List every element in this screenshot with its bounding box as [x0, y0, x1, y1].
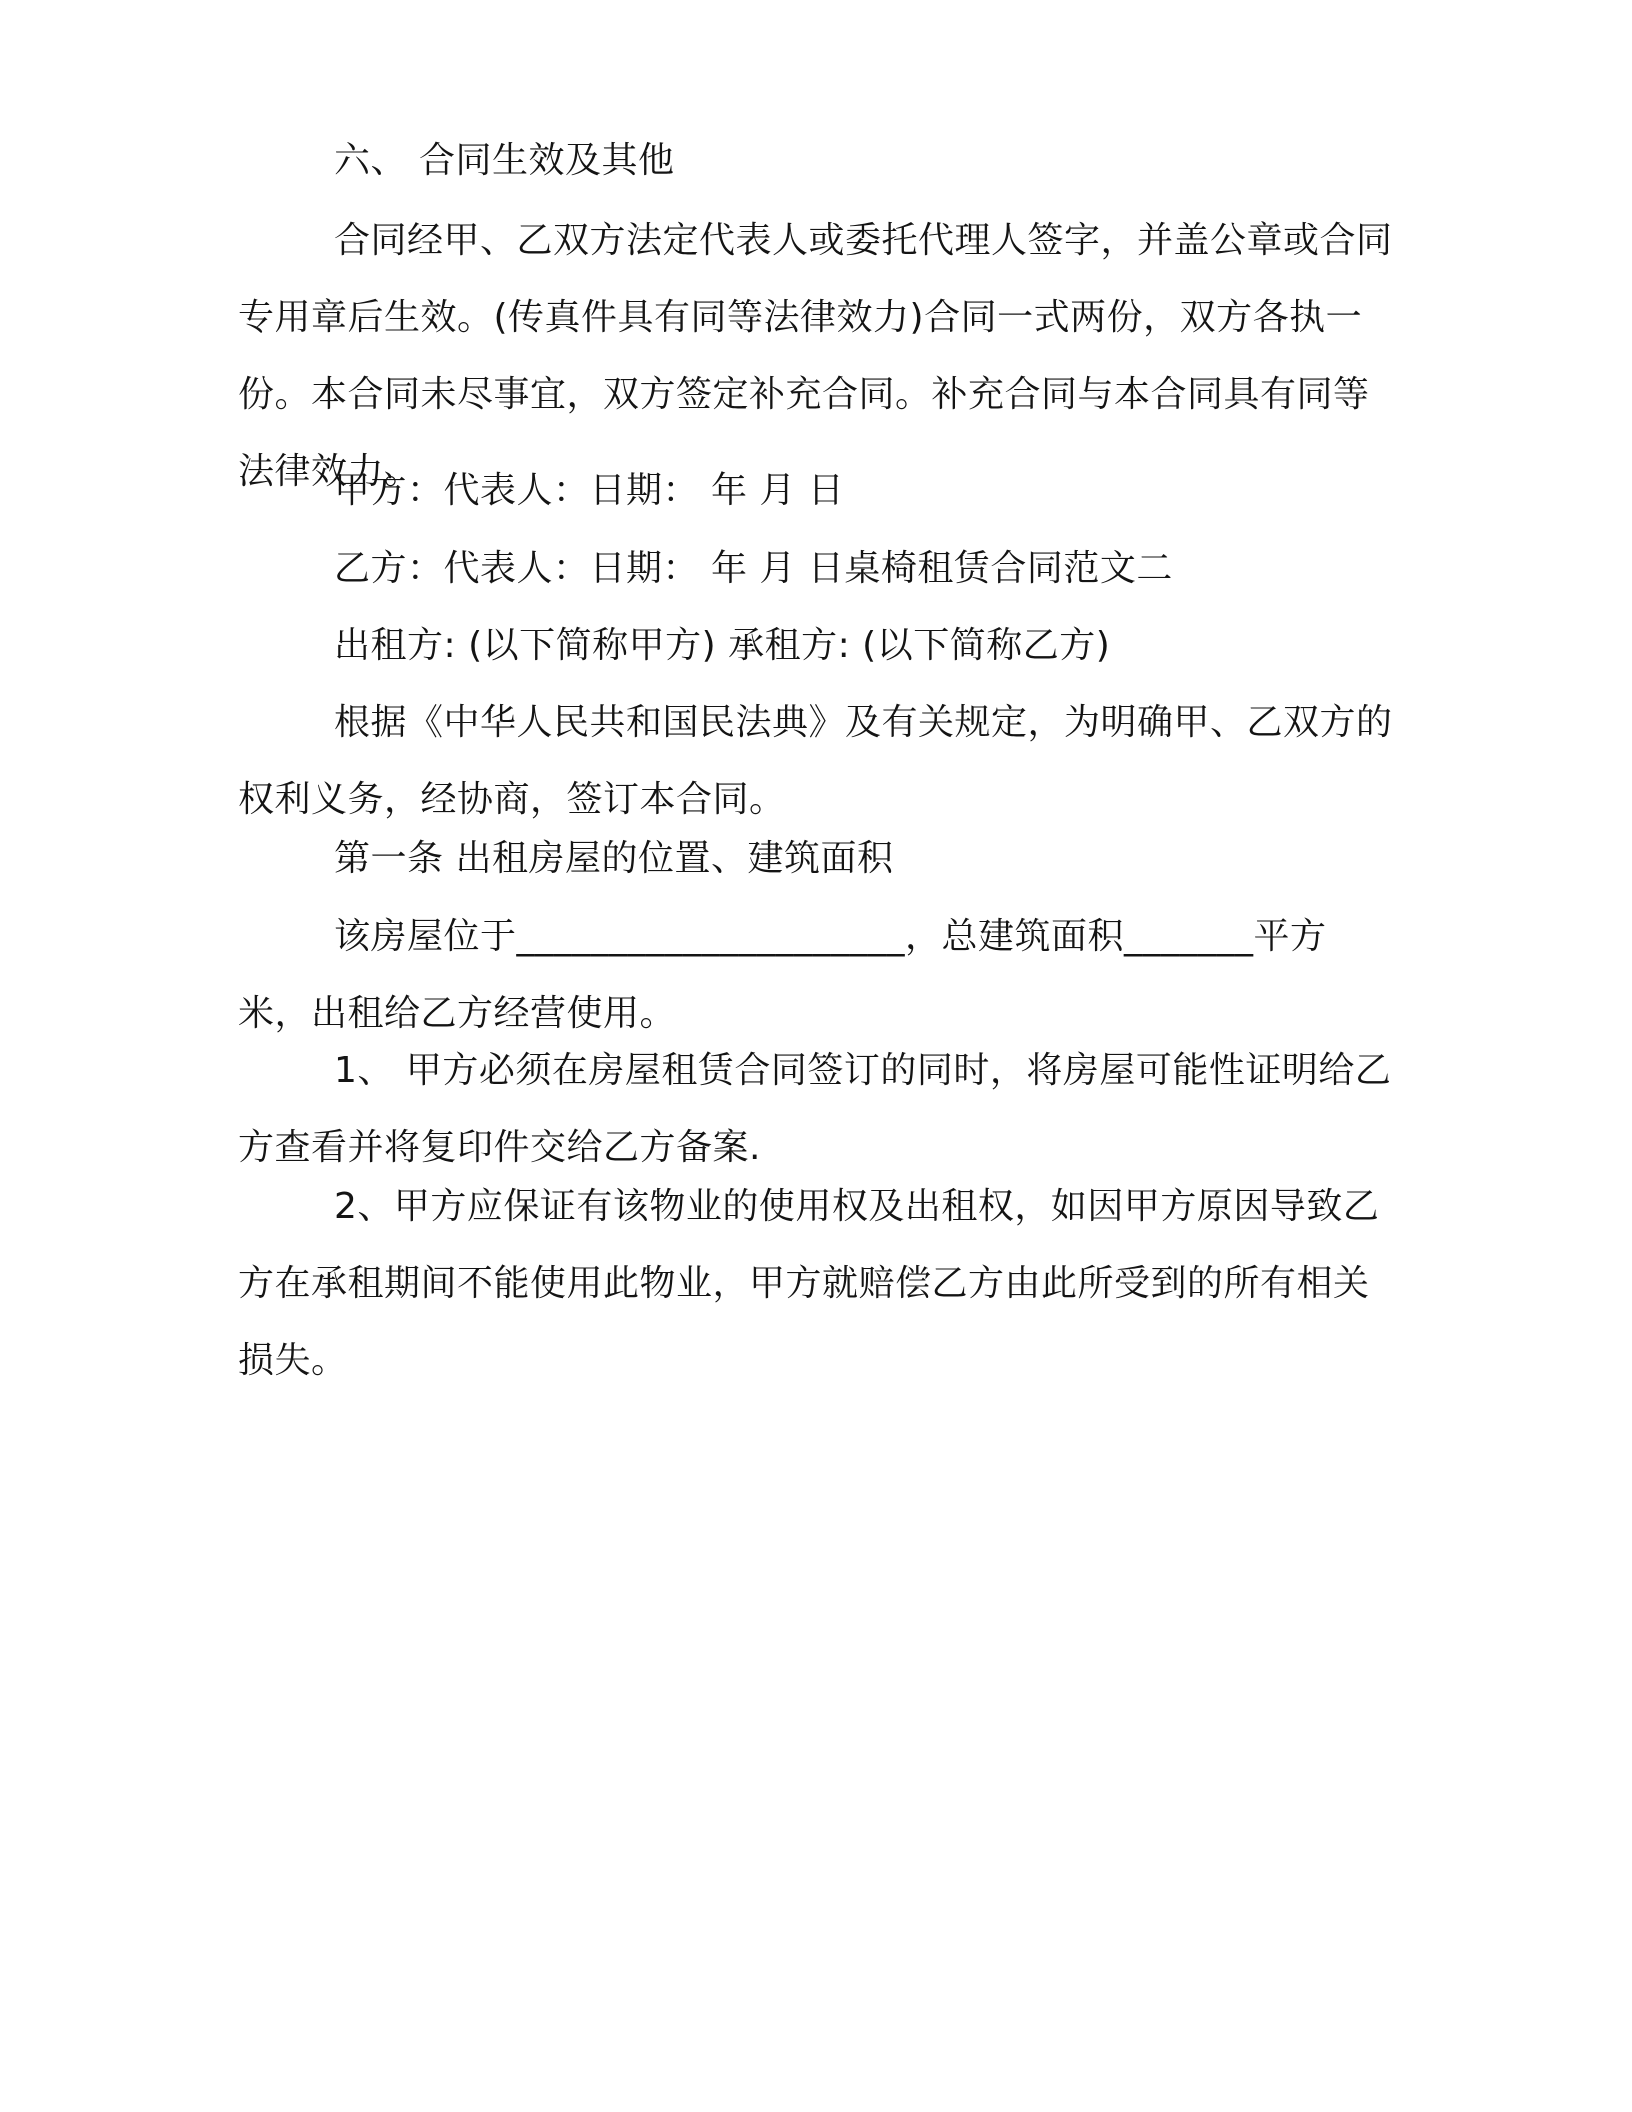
party-b-signature-line: 乙方：代表人：日期： 年 月 日桌椅租赁合同范文二: [334, 548, 1173, 589]
list-item-two: 2、甲方应保证有该物业的使用权及出租权，如因甲方原因导致乙方在承租期间不能使用此物业，甲方就赔偿乙方由此所受到的所有相关损失。: [238, 1186, 1380, 1381]
party-a-signature-line: 甲方：代表人：日期： 年 月 日: [334, 470, 845, 511]
section-six-heading: 六、 合同生效及其他: [334, 140, 675, 181]
parties-definition-line: 出租方: (以下简称甲方) 承租方: (以下简称乙方): [334, 625, 1111, 666]
article-one-heading: 第一条 出租房屋的位置、建筑面积: [334, 838, 894, 879]
document-page: [238, 0, 1398, 2112]
paragraph-legal-basis: 根据《中华人民共和国民法典》及有关规定，为明确甲、乙双方的权利义务，经协商，签订本合同。: [238, 702, 1393, 820]
paragraph-house-location: 该房屋位于_____________________，总建筑面积_______平方米，出租给乙方经营使用。: [238, 916, 1327, 1034]
list-item-one: 1、 甲方必须在房屋租赁合同签订的同时，将房屋可能性证明给乙方查看并将复印件交给乙方备案.: [238, 1050, 1392, 1168]
paragraph-contract-effect: 合同经甲、乙双方法定代表人或委托代理人签字，并盖公章或合同专用章后生效。(传真件具有同等法律效力)合同一式两份，双方各执一份。本合同未尽事宜，双方签定补充合同。补充合同与本合同具有同等法律效力。: [238, 220, 1393, 492]
